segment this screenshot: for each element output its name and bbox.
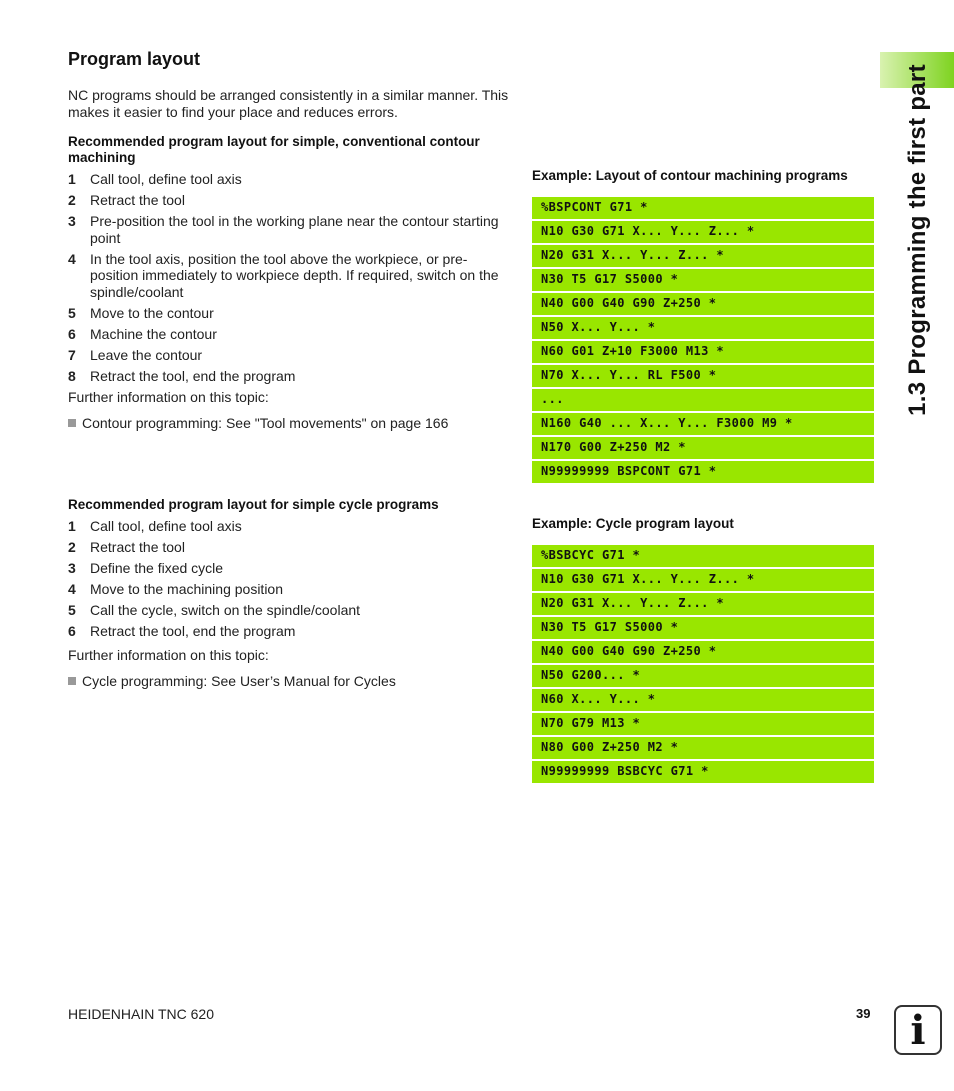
contour-step: 7 Leave the contour bbox=[68, 346, 203, 363]
cycle-step: 3 Define the fixed cycle bbox=[68, 560, 224, 576]
cycle-reference-link[interactable] bbox=[68, 673, 396, 689]
contour-step: 8 Retract the tool, end the program bbox=[68, 367, 296, 384]
code-line: N30 T5 G17 S5000 * bbox=[532, 617, 874, 639]
contour-heading: Recommended program layout for simple, conventional contour machining bbox=[68, 134, 480, 165]
code-line: N170 G00 Z+250 M2 * bbox=[532, 437, 874, 459]
code-line: %BSBCYC G71 * bbox=[532, 545, 874, 567]
contour-steps bbox=[68, 171, 508, 389]
bullet-square-icon bbox=[68, 419, 76, 427]
contour-reference-link[interactable] bbox=[68, 415, 448, 431]
intro-text: NC programs should be arranged consistently in a similar manner. This makes it easier to find your place and reduces errors. bbox=[68, 87, 509, 120]
code-line: N70 G79 M13 * bbox=[532, 713, 874, 735]
code-line: %BSPCONT G71 * bbox=[532, 197, 874, 219]
cycle-code-block bbox=[532, 545, 874, 785]
code-line: ... bbox=[532, 389, 874, 411]
cycle-heading: Recommended program layout for simple cycle programs bbox=[68, 497, 439, 512]
cycle-step: 6 Retract the tool, end the program bbox=[68, 623, 296, 639]
code-line: N10 G30 G71 X... Y... Z... * bbox=[532, 221, 874, 243]
cycle-reference-text: Cycle programming: See User’s Manual for Cycles bbox=[82, 673, 396, 689]
cycle-step: 5 Call the cycle, switch on the spindle/coolant bbox=[68, 602, 361, 618]
contour-step: 5 Move to the contour bbox=[68, 304, 214, 321]
cycle-further-info: Further information on this topic: bbox=[68, 647, 269, 663]
code-line: N50 X... Y... * bbox=[532, 317, 874, 339]
bullet-square-icon bbox=[68, 677, 76, 685]
code-line: N40 G00 G40 G90 Z+250 * bbox=[532, 641, 874, 663]
cycle-step: 4 Move to the machining position bbox=[68, 581, 283, 597]
contour-step: 3 Pre-position the tool in the working plane near the contour starting point bbox=[68, 213, 499, 246]
code-line: N30 T5 G17 S5000 * bbox=[532, 269, 874, 291]
contour-step: 4 In the tool axis, position the tool above the workpiece, or pre-position immediately to workpiece depth. If required, switch on the spindle/coolant bbox=[68, 250, 499, 300]
code-line: N60 G01 Z+10 F3000 M13 * bbox=[532, 341, 874, 363]
contour-step: 2 Retract the tool bbox=[68, 192, 185, 208]
contour-step: 6 Machine the contour bbox=[68, 325, 217, 342]
code-line: N60 X... Y... * bbox=[532, 689, 874, 711]
code-line: N20 G31 X... Y... Z... * bbox=[532, 593, 874, 615]
code-line: N80 G00 Z+250 M2 * bbox=[532, 737, 874, 759]
page-number: 39 bbox=[856, 1006, 871, 1021]
chapter-side-title: 1.3 Programming the first part bbox=[904, 64, 931, 416]
contour-step: 1 Call tool, define tool axis bbox=[68, 171, 242, 187]
code-line: N160 G40 ... X... Y... F3000 M9 * bbox=[532, 413, 874, 435]
code-line: N99999999 BSBCYC G71 * bbox=[532, 761, 874, 783]
cycle-step: 2 Retract the tool bbox=[68, 539, 185, 555]
code-line: N10 G30 G71 X... Y... Z... * bbox=[532, 569, 874, 591]
cycle-steps bbox=[68, 518, 508, 644]
cycle-step: 1 Call tool, define tool axis bbox=[68, 518, 242, 534]
code-line: N40 G00 G40 G90 Z+250 * bbox=[532, 293, 874, 315]
contour-further-info: Further information on this topic: bbox=[68, 389, 269, 405]
contour-code-block bbox=[532, 197, 874, 485]
cycle-example-heading: Example: Cycle program layout bbox=[532, 516, 734, 531]
code-line: N50 G200... * bbox=[532, 665, 874, 687]
page-title: Program layout bbox=[68, 49, 201, 69]
contour-example-heading: Example: Layout of contour machining programs bbox=[532, 168, 848, 183]
code-line: N99999999 BSPCONT G71 * bbox=[532, 461, 874, 483]
code-line: N70 X... Y... RL F500 * bbox=[532, 365, 874, 387]
contour-reference-text: Contour programming: See "Tool movements" on page 166 bbox=[82, 415, 449, 431]
code-line: N20 G31 X... Y... Z... * bbox=[532, 245, 874, 267]
info-icon: i bbox=[894, 1005, 942, 1055]
footer-product: HEIDENHAIN TNC 620 bbox=[68, 1006, 215, 1022]
